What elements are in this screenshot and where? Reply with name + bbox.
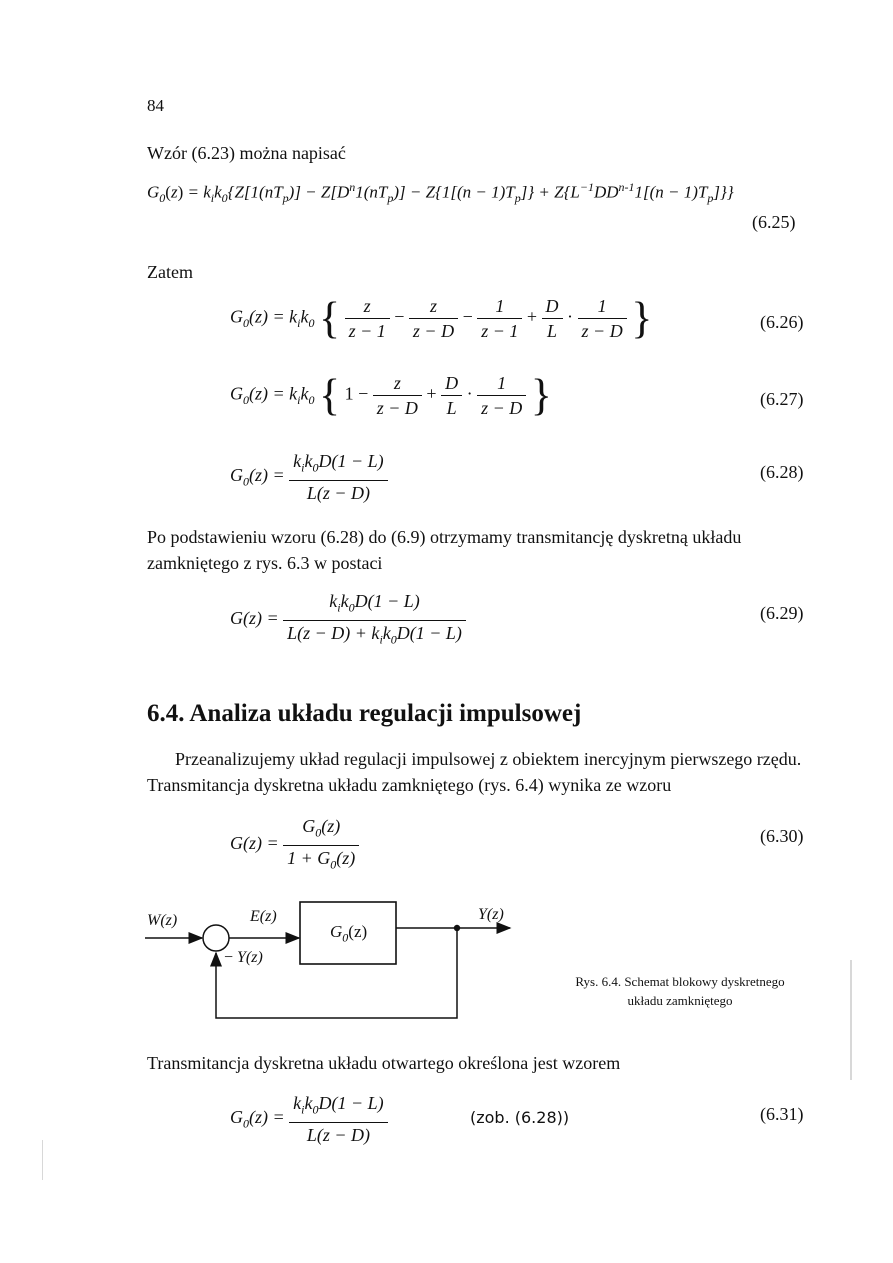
zatem-text: Zatem: [147, 262, 193, 282]
equation-number-6-28: (6.28): [760, 462, 804, 482]
diagram-feedback-label: − Y(z): [224, 949, 263, 966]
scan-edge-right: [850, 960, 852, 1080]
equation-6-31: $G_0(z)$ = $\frac{k_ik_0D(1 - L)}{L(z - D)}$: [230, 1092, 388, 1146]
scan-edge-left: [42, 1140, 43, 1180]
diagram-block-label: $G_0(z)$: [330, 922, 368, 945]
equation-number-6-25: (6.25): [752, 212, 796, 232]
diagram-error-label: E(z): [250, 908, 277, 925]
equation-number-6-29: (6.29): [760, 603, 804, 623]
figure-caption: Rys. 6.4. Schemat blokowy dyskretnego układu zamkniętego: [575, 974, 785, 1008]
paragraph-open-loop: Transmitancja dyskretna układu otwartego określona jest wzorem: [147, 1053, 621, 1073]
diagram-output-label: Y(z): [478, 906, 504, 923]
equation-6-30: G(z) = $\frac{G_0(z)}{1 + G_0(z)}$: [230, 815, 359, 875]
equation-6-26: $G_0(z) = k_ik_0$ { $\frac{z}{z - 1}$ − $\frac{z}{z - D}$ − $\frac{1}{z - 1}$ + $\frac{D}{L}$ · $\frac{1}{z - D}$ }: [230, 293, 653, 343]
equation-6-25: $G_0(z) = k_ik_0\{Z[1(nT_p)] - Z[D^n1(nT_p)] - Z\{1[(n - 1)T_p]\} + Z\{L^{-1}DD^{n-1}1[(n - 1)T_p]\}\}$: [147, 180, 734, 206]
equation-number-6-26: (6.26): [760, 312, 804, 332]
equation-6-27: $G_0(z) = k_ik_0$ { 1 − $\frac{z}{z - D}$ + $\frac{D}{L}$ · $\frac{1}{z - D}$ }: [230, 370, 552, 420]
equation-number-6-30: (6.30): [760, 826, 804, 846]
section-heading: 6.4. Analiza układu regulacji impulsowej: [147, 700, 582, 727]
equation-number-6-27: (6.27): [760, 389, 804, 409]
equation-note: (zob. (6.28)): [470, 1108, 570, 1127]
page-number: 84: [147, 96, 164, 115]
equation-6-29: G(z) = $\frac{k_ik_0D(1 - L)}{L(z - D) + k_ik_0D(1 - L)}$: [230, 590, 466, 650]
summing-junction: [203, 925, 229, 951]
equation-number-6-31: (6.31): [760, 1104, 804, 1124]
paragraph-section-intro: Przeanalizujemy układ regulacji impulsowej z obiektem inercyjnym pierwszego rzędu. Transmitancja dyskretna układu zamkniętego (rys. 6.4) wynika ze wzoru: [147, 749, 802, 795]
block-diagram: [140, 888, 530, 1028]
intro-text: Wzór (6.23) można napisać: [147, 143, 346, 163]
equation-6-28: $G_0(z)$ = $\frac{k_ik_0D(1 - L)}{L(z - D)}$: [230, 450, 388, 504]
paragraph-substitution: Po podstawieniu wzoru (6.28) do (6.9) otrzymamy transmitancję dyskretną układu zamkniętego z rys. 6.3 w postaci: [147, 527, 742, 573]
diagram-input-label: W(z): [147, 912, 178, 929]
